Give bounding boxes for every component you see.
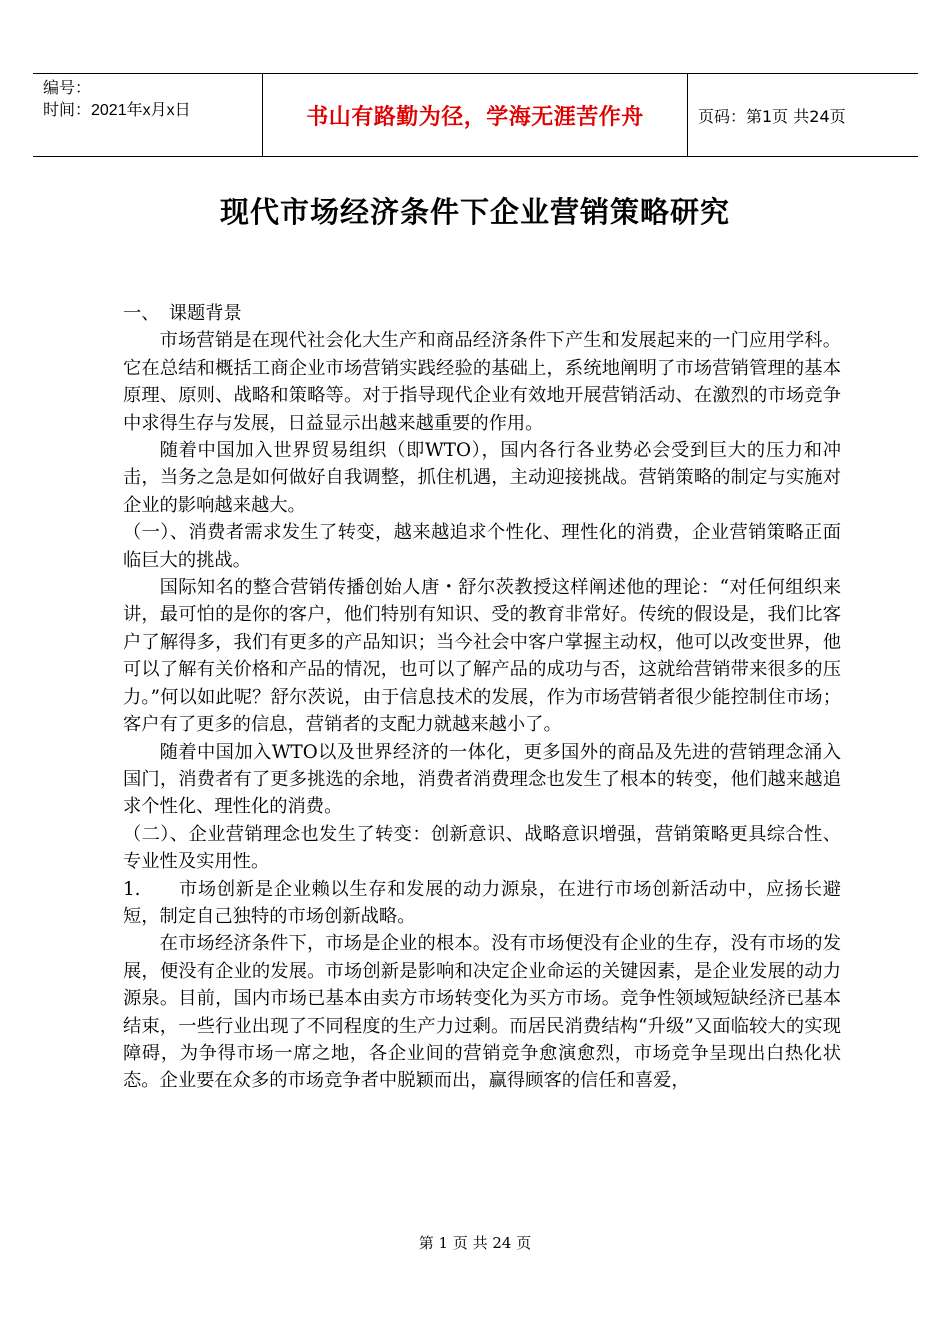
- document-number-label: 编号：: [43, 80, 92, 97]
- document-time-label: 时间：2021年x月x日: [43, 102, 191, 119]
- subsection-heading: （二）、企业营销理念也发生了转变：创新意识、战略意识增强，营销策略更具综合性、专业性及实用性。: [123, 823, 841, 873]
- paragraph: 在市场经济条件下，市场是企业的根本。没有市场便没有企业的生存，没有市场的发展，便没有企业的发展。市场创新是影响和决定企业命运的关键因素，是企业发展的动力源泉。目前，国内市场已基本由卖方市场转变化为买方市场。竞争性领域短缺经济已基本结束，一些行业出现了不同程度的生产力过剩。而居民消费结构“升级”又面临较大的实现障碍，为争得市场一席之地，各企业间的营销竞争愈演愈烈，市场竞争呈现出白热化状态。企业要在众多的市场竞争者中脱颖而出，赢得顾客的信任和喜爱，: [123, 933, 841, 1092]
- document-body: [123, 300, 841, 1095]
- subsection-heading: （一）、消费者需求发生了转变，越来越追求个性化、理性化的消费，企业营销策略正面临巨大的挑战。: [123, 522, 841, 571]
- paragraph: 随着中国加入WTO以及世界经济的一体化，更多国外的商品及先进的营销理念涌入国门，消费者有了更多挑选的余地，消费者消费理念也发生了根本的转变，他们越来越追求个性化、理性化的消费。: [123, 741, 841, 818]
- header-page-info: 页码：第1页 共24页: [698, 106, 846, 126]
- header-motto: 书山有路勤为径，学海无涯苦作舟: [263, 74, 688, 156]
- paragraph: 国际知名的整合营销传播创始人唐・舒尔茨教授这样阐述他的理论：“对任何组织来讲，最可怕的是你的客户，他们特别有知识、受的教育非常好。传统的假设是，我们比客户了解得多，我们有更多的产品知识；当今社会中客户掌握主动权，他可以改变世界，他可以了解有关价格和产品的情况，也可以了解产品的成功与否，这就给营销带来很多的压力。”何以如此呢？舒尔茨说，由于信息技术的发展，作为市场营销者很少能控制住市场；客户有了更多的信息，营销者的支配力就越来越小了。: [123, 577, 841, 736]
- section-heading: 一、 课题背景: [123, 303, 242, 324]
- paragraph: 随着中国加入世界贸易组织（即WTO），国内各行各业势必会受到巨大的压力和冲击，当务之急是如何做好自我调整，抓住机遇，主动迎接挑战。营销策略的制定与实施对企业的影响越来越大。: [123, 440, 841, 516]
- document-title: 现代市场经济条件下企业营销策略研究: [219, 195, 730, 229]
- header-table: [33, 73, 918, 157]
- page-footer: 第 1 页 共 24 页: [418, 1234, 532, 1252]
- paragraph: 市场营销是在现代社会化大生产和商品经济条件下产生和发展起来的一门应用学科。它在总结和概括工商企业市场营销实践经验的基础上，系统地阐明了市场营销管理的基本原理、原则、战略和策略等。对于指导现代企业有效地开展营销活动、在激烈的市场竞争中求得生存与发展，日益显示出越来越重要的作用。: [123, 330, 841, 434]
- header-meta: [33, 74, 263, 156]
- numbered-point: 1. 市场创新是企业赖以生存和发展的动力源泉，在进行市场创新活动中，应扬长避短，制定自己独特的市场创新战略。: [123, 878, 841, 927]
